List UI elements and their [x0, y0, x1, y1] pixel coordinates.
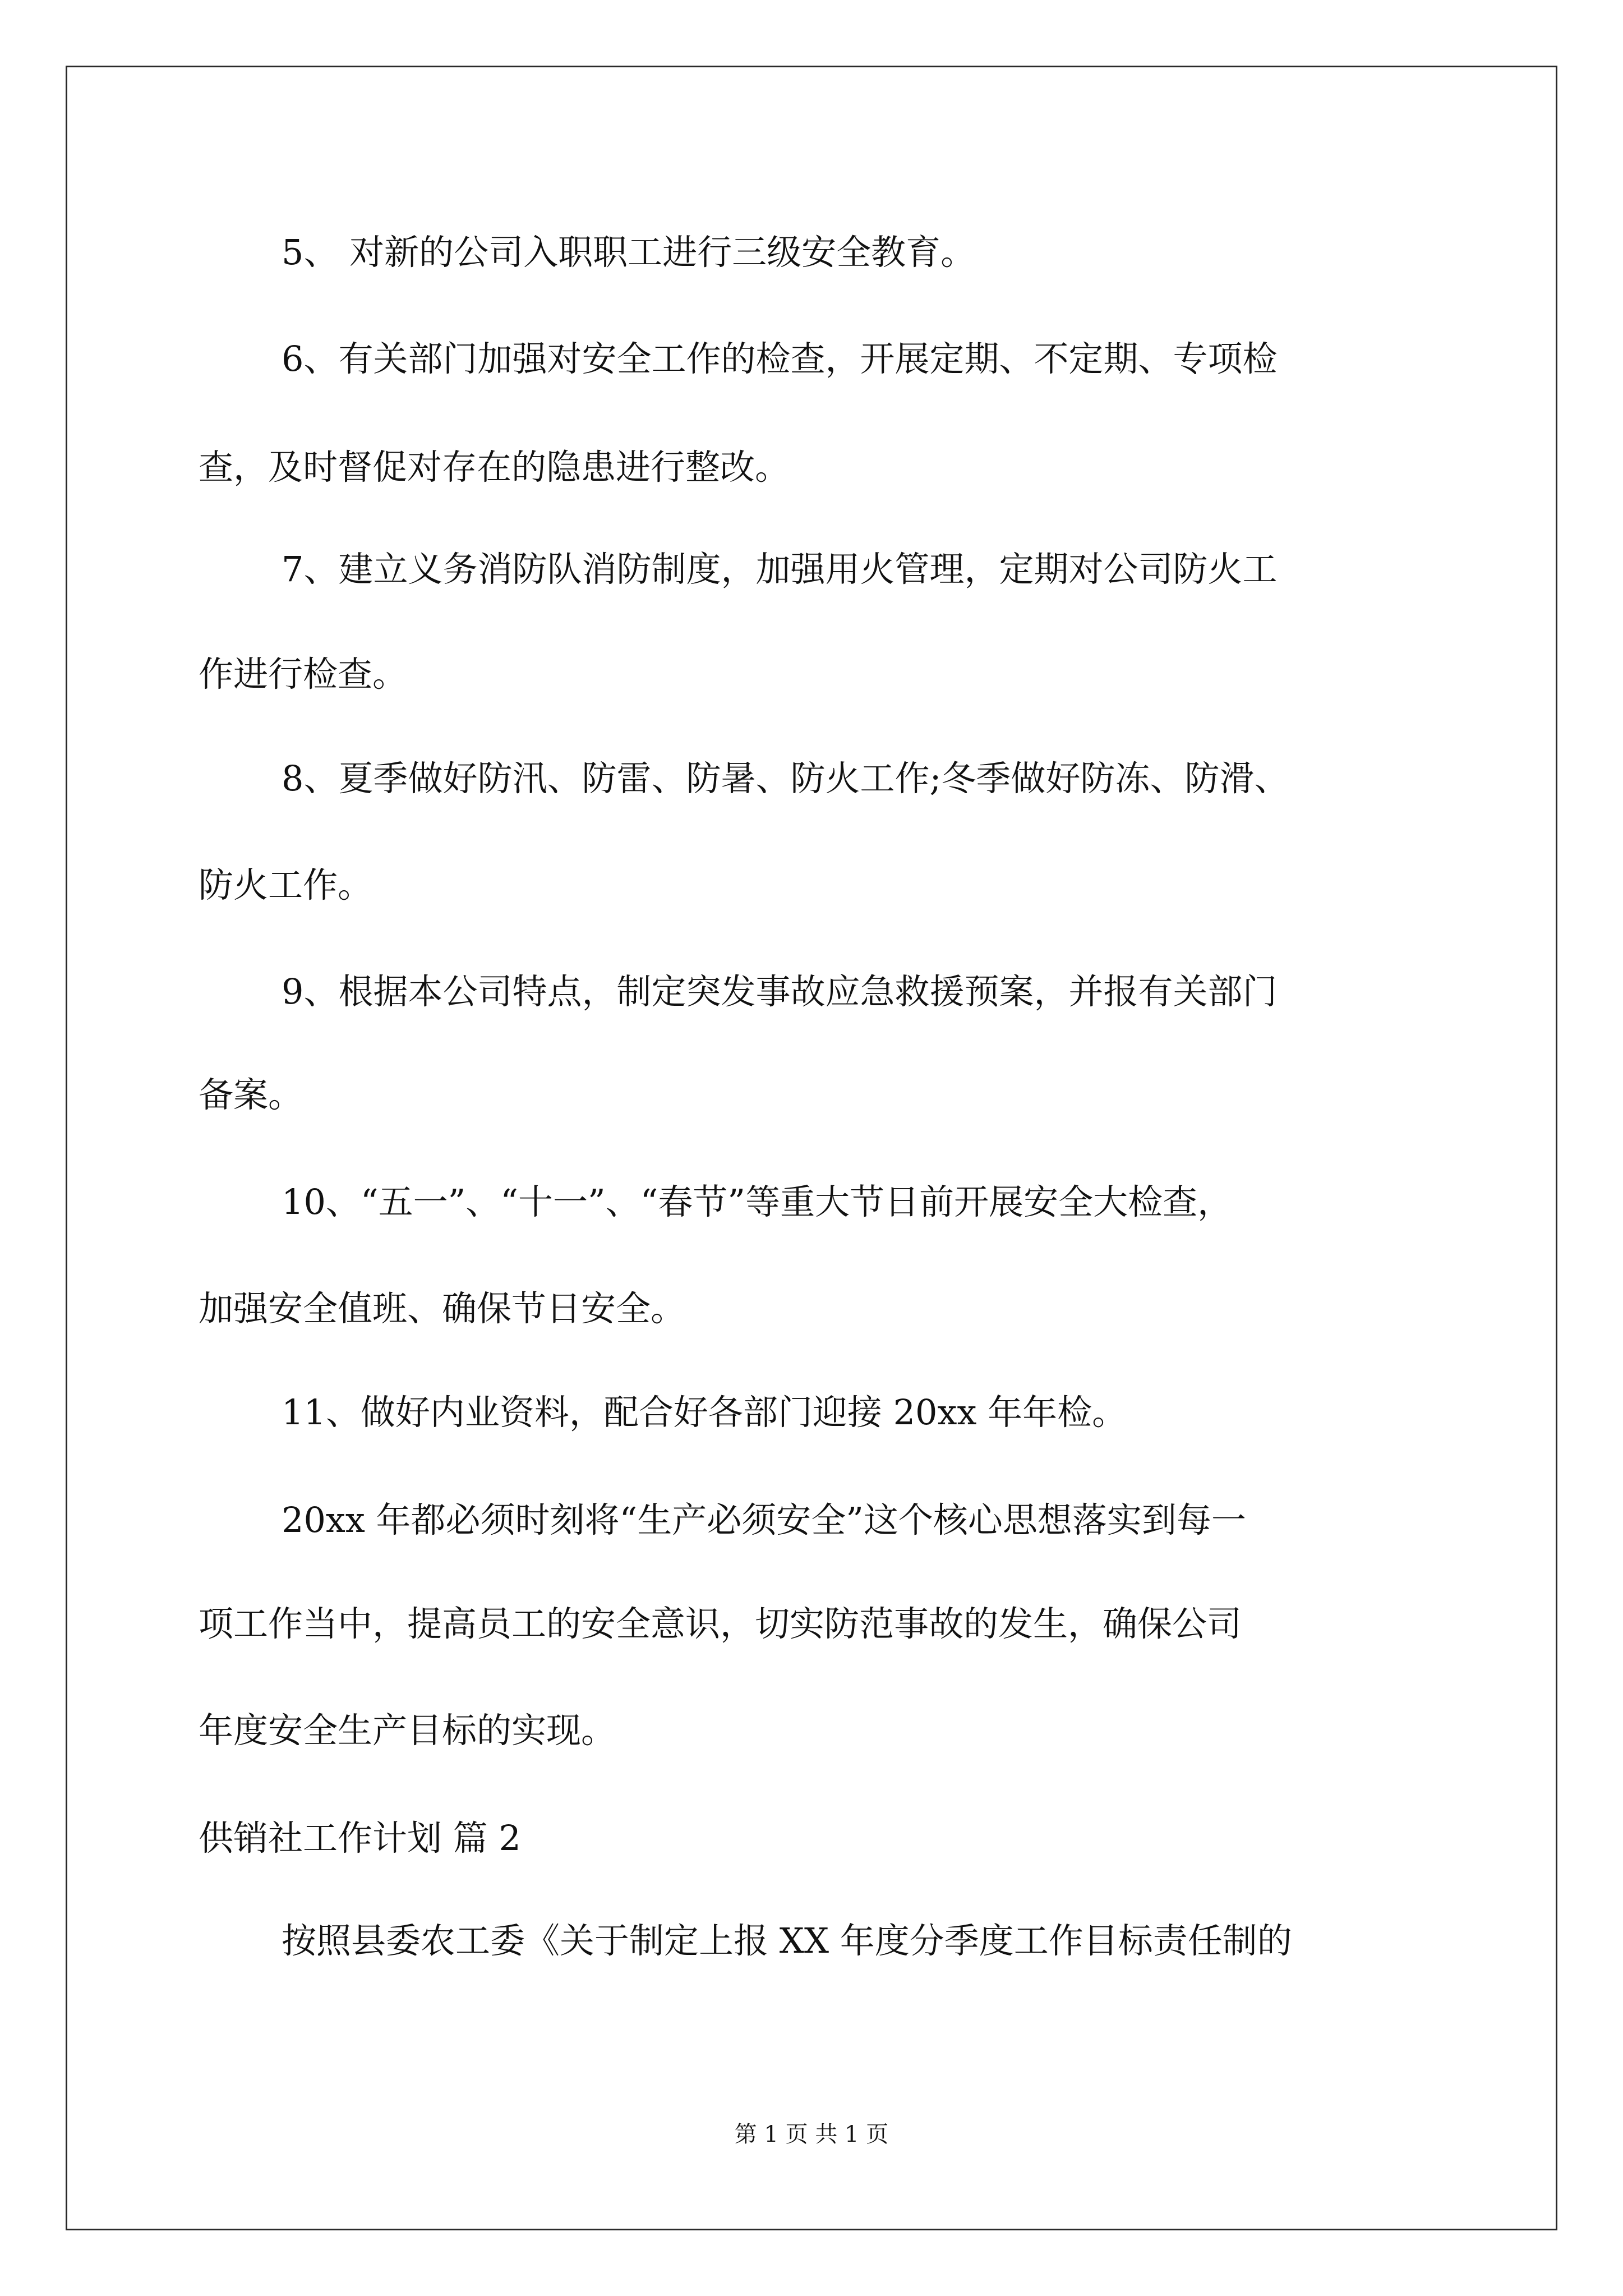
page-footer: 第 1 页 共 1 页	[734, 2122, 889, 2147]
paragraph-line: 11、做好内业资料，配合好各部门迎接 20xx 年年检。	[282, 1392, 1127, 1433]
paragraph-line: 按照县委农工委《关于制定上报 XX 年度分季度工作目标责任制的	[282, 1920, 1292, 1961]
paragraph-line: 查，及时督促对存在的隐患进行整改。	[199, 447, 790, 487]
paragraph-line: 6、有关部门加强对安全工作的检查，开展定期、不定期、专项检	[282, 338, 1278, 379]
paragraph-line: 年度安全生产目标的实现。	[199, 1710, 616, 1751]
paragraph-line: 7、建立义务消防队消防制度，加强用火管理，定期对公司防火工	[282, 549, 1278, 590]
paragraph-line: 备案。	[199, 1074, 303, 1115]
paragraph-line: 作进行检查。	[199, 654, 408, 694]
paragraph-line: 加强安全值班、确保节日安全。	[199, 1288, 686, 1329]
section-heading: 供销社工作计划 篇 2	[199, 1818, 521, 1858]
paragraph-line: 9、根据本公司特点，制定突发事故应急救援预案，并报有关部门	[282, 971, 1278, 1012]
paragraph-line: 项工作当中，提高员工的安全意识，切实防范事故的发生，确保公司	[199, 1603, 1242, 1644]
paragraph-line: 10、“五一”、“十一”、“春节”等重大节日前开展安全大检查，	[282, 1181, 1233, 1222]
page-border	[66, 66, 1557, 2230]
paragraph-line: 8、夏季做好防汛、防雷、防暑、防火工作;冬季做好防冻、防滑、	[282, 758, 1289, 799]
paragraph-line: 5、 对新的公司入职职工进行三级安全教育。	[282, 232, 976, 273]
paragraph-line: 防火工作。	[199, 864, 373, 905]
paragraph-line: 20xx 年都必须时刻将“生产必须安全”这个核心思想落实到每一	[282, 1499, 1246, 1540]
